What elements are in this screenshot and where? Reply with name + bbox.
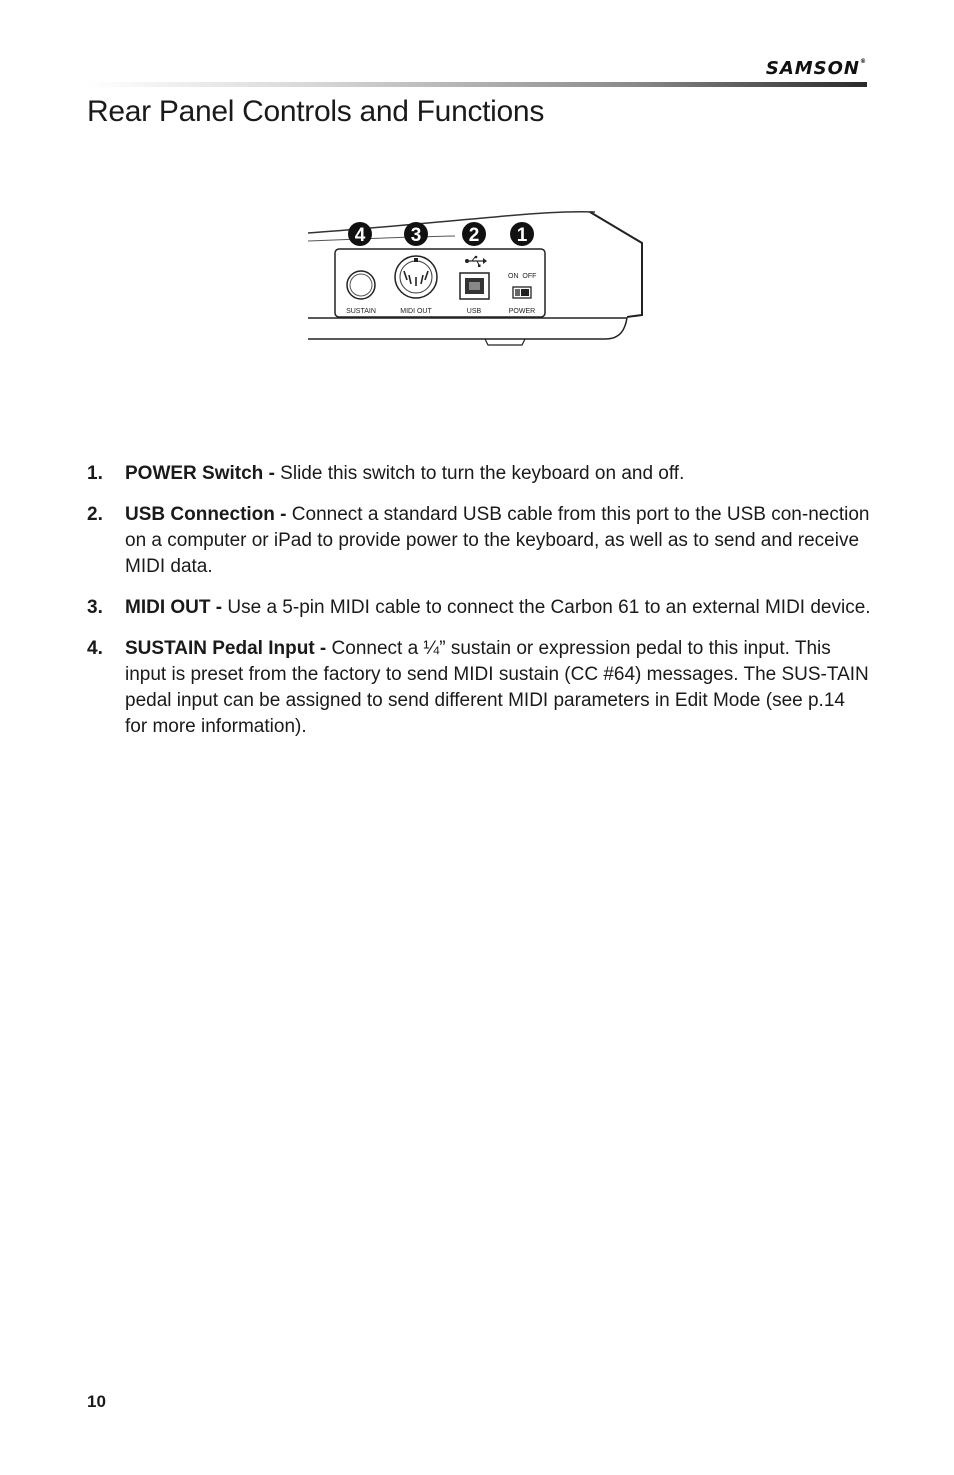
label-midi-out: MIDI OUT	[400, 308, 432, 315]
list-item	[87, 636, 872, 740]
item-description: Connect a ¼” sustain or expression pedal to this input. This input is preset from the factory to send MIDI sustain (CC #64) messages. The SUS-TAIN pedal input can be assigned to send different MIDI parameters in Edit Mode (see p.14 for more information).	[125, 638, 869, 737]
item-text	[125, 595, 872, 621]
item-label: MIDI OUT -	[125, 597, 223, 618]
rear-panel-diagram	[305, 205, 650, 350]
item-text	[125, 636, 872, 740]
item-text	[125, 461, 872, 487]
header-rule	[87, 82, 867, 87]
list-item	[87, 595, 872, 621]
page-title: Rear Panel Controls and Functions	[87, 95, 545, 128]
callout-2-label: 2	[468, 225, 480, 246]
item-label: SUSTAIN Pedal Input -	[125, 638, 327, 659]
body-base	[308, 318, 627, 339]
switch-on-off-labels: ON OFF	[508, 273, 537, 280]
brand-name: SAMSON	[765, 58, 860, 79]
brand-registered-mark: ®	[860, 58, 867, 65]
callout-2	[462, 222, 486, 246]
item-text	[125, 502, 872, 580]
item-description: Slide this switch to turn the keyboard on and off.	[274, 463, 685, 484]
item-description: Connect a standard USB cable from this port to the USB con-nection on a computer or iPad to provide power to the keyboard, as well as to send and receive MIDI data.	[125, 504, 870, 577]
callout-3-label: 3	[410, 225, 422, 246]
item-label: USB Connection -	[125, 504, 287, 525]
sustain-jack	[347, 271, 375, 299]
list-item	[87, 502, 872, 580]
foot	[485, 339, 525, 345]
usb-icon	[465, 256, 487, 267]
item-number: 1.	[87, 463, 103, 484]
item-label: POWER Switch -	[125, 463, 275, 484]
brand-logo	[766, 58, 867, 79]
callout-4	[348, 222, 372, 246]
label-sustain: SUSTAIN	[346, 308, 376, 315]
item-number: 3.	[87, 597, 103, 618]
page-number: 10	[87, 1392, 106, 1411]
callout-3	[404, 222, 428, 246]
body-top-edge	[590, 212, 642, 317]
feature-list	[87, 461, 872, 755]
callout-1	[510, 222, 534, 246]
label-power: POWER	[508, 308, 536, 315]
item-description: Use a 5-pin MIDI cable to connect the Carbon 61 to an external MIDI device.	[222, 597, 871, 618]
usb-port	[460, 273, 489, 299]
item-number: 2.	[87, 504, 103, 525]
item-number: 4.	[87, 638, 103, 659]
body-top-line-2	[308, 236, 455, 241]
callout-4-label: 4	[354, 225, 366, 246]
callout-1-label: 1	[516, 225, 528, 246]
list-item	[87, 461, 872, 487]
power-switch	[513, 287, 531, 298]
midi-out-port	[395, 256, 437, 298]
label-usb: USB	[466, 308, 482, 315]
